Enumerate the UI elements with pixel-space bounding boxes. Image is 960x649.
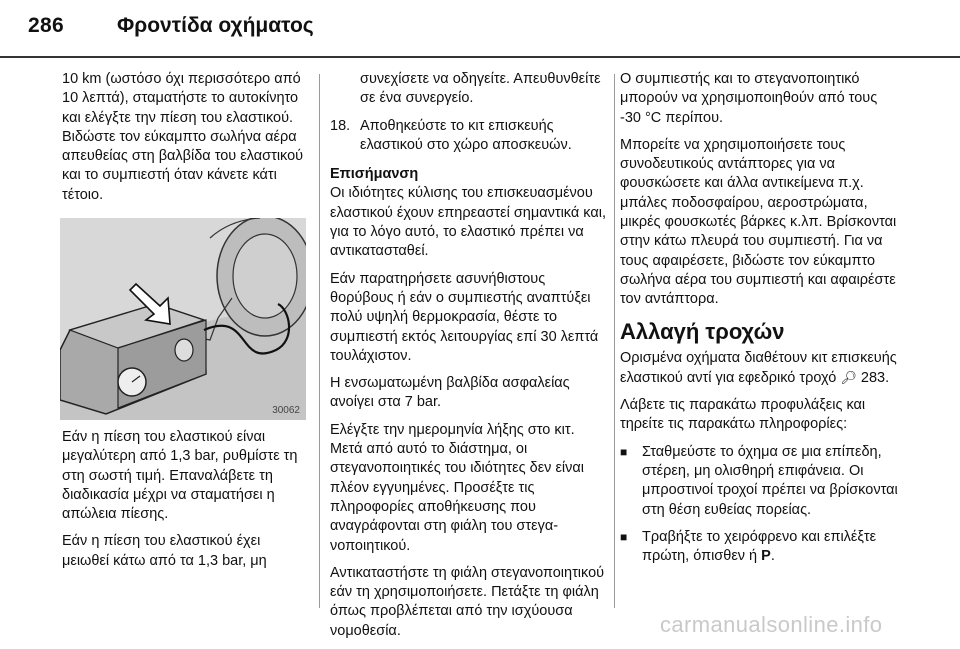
valve-paragraph: Η ενσωματωμένη βαλβίδα ασφαλείας ανοίγει στα 7 bar. xyxy=(330,375,570,411)
step-number: 18. xyxy=(330,117,351,134)
step-text: Αποθηκεύστε το κιτ επισκευής ελαστικού στο χώρο αποσκευών. xyxy=(360,117,572,153)
page-number: 286 xyxy=(28,14,64,37)
bullet-end: . xyxy=(770,548,775,565)
temperature-paragraph: Ο συμπιεστής και το στεγανοποιητικό μπορούν να χρησιμοποιηθούν από τους -30 °C περίπου. xyxy=(620,71,878,126)
noise-paragraph: Εάν παρατηρήσετε ασυνήθιστους θορύβους ή εάν ο συμπιεστής αναπτύξει πολύ υψηλή θερμοκρασία, θέστε το συμπιεστή εκτός λειτουργίας επί 30 λεπτά τουλάχιστον. xyxy=(330,270,599,364)
step-18 xyxy=(330,117,606,156)
adapters-paragraph: Μπορείτε να χρησιμοποιήσετε τους συνοδευτικούς αντάπτορες για να φουσκώσετε και άλλα αντικείμενα π.χ. μπάλες ποδοσφαίρου, αεροστρώματα, μικρές φουσκωτές βάρκες κ.λπ. Βρίσκονται στην κάτω πλευρά του συμπιεστή. Για να τους αφαιρέσετε, βιδώστε τον εύκαμπτο σωλήνα αέρα του συμπιεστή και αφαιρέστε τον αντάπτορα. xyxy=(620,136,897,308)
kit-paragraph xyxy=(620,349,900,389)
watermark: carmanualsonline.info xyxy=(660,612,883,637)
precautions-list xyxy=(620,443,900,567)
header-divider xyxy=(0,56,960,58)
compressor-drawing xyxy=(60,218,306,420)
replace-paragraph: Αντικαταστήστε τη φιάλη στεγανοποιητικού εάν τη χρησιμοποιήσετε. Πετάξτε τη φιάλη όπως προβλέπεται από την ισχύουσα νομοθεσία. xyxy=(330,564,605,639)
section-heading: Αλλαγή τροχών xyxy=(620,318,785,344)
pressure-paragraph-1: Εάν η πίεση του ελαστικού είναι μεγαλύτερη από 1,3 bar, ρυθμίστε τη στη σωστή τιμή. Επαναλάβετε τη διαδικασία μέχρι να σταματήσει η απώλεια πίεσης. xyxy=(62,429,298,523)
page-title: Φροντίδα οχήματος xyxy=(117,14,314,37)
column-divider-right xyxy=(614,74,615,608)
figure-code: 30062 xyxy=(272,405,300,416)
note-title: Επισήμανση xyxy=(330,166,419,183)
column-divider-left xyxy=(319,74,320,608)
intro-paragraph: 10 km (ωστόσο όχι περισσότερο από 10 λεπτά), σταματήστε το αυτοκίνητο και ελέγξτε την πίεση του ελαστικού. Βιδώστε τον εύκαμπτο σωλήνα αέρα απευθείας στη βαλβίδα του ελαστικού και το συμπιεστή όταν κάνετε κάτι τέτοιο. xyxy=(62,71,304,203)
compressor-illustration xyxy=(60,218,306,420)
note-text: Οι ιδιότητες κύλισης του επισκευασμένου ελαστικού έχουν επηρεαστεί σημαντικά και, για το λόγο αυτό, το ελαστικό πρέπει να αντικατασταθεί. xyxy=(330,185,606,260)
bullet-text: Σταθμεύστε το όχημα σε μια επίπεδη, στέρεη, μη ολισθηρή επιφάνεια. Οι μπροστινοί τροχοί πρέπει να βρίσκονται στη θέση ευθείας πορείας. xyxy=(642,443,898,518)
bullet-text: Τραβήξτε το χειρόφρενο και επιλέξτε πρώτη, όπισθεν ή xyxy=(642,528,877,565)
page-reference: 283. xyxy=(860,369,890,386)
pressure-paragraph-2: Εάν η πίεση του ελαστικού έχει μειωθεί κάτω από τα 1,3 bar, μη xyxy=(62,533,267,569)
expiry-paragraph: Ελέγξτε την ημερομηνία λήξης στο κιτ. Μετά από αυτό το διάστημα, οι στεγανοποιητικές του ιδιότητες δεν είναι πλέον εγγυημένες. Προσέξτε τις πληροφορίες αποθήκευσης που αναγράφονται στη φιάλη του στεγανοποιητικού. xyxy=(330,421,584,554)
list-item xyxy=(620,528,900,567)
park-gear-label: P xyxy=(761,548,771,565)
figure-caption xyxy=(62,428,310,579)
list-item xyxy=(620,443,900,520)
search-icon: 🔎︎ xyxy=(840,369,857,385)
kit-text: Ορισμένα οχήματα διαθέτουν κιτ επισκευής ελαστικού αντί για εφεδρικό τροχό xyxy=(620,349,897,386)
column-middle xyxy=(330,70,606,649)
column-right xyxy=(620,70,900,575)
column-left xyxy=(62,70,310,213)
continuation-paragraph: συνεχίσετε να οδηγείτε. Απευθυνθείτε σε ένα συνεργείο. xyxy=(360,71,601,107)
precautions-paragraph: Λάβετε τις παρακάτω προφυλάξεις και τηρείτε τις παρακάτω πληροφορίες: xyxy=(620,397,866,433)
